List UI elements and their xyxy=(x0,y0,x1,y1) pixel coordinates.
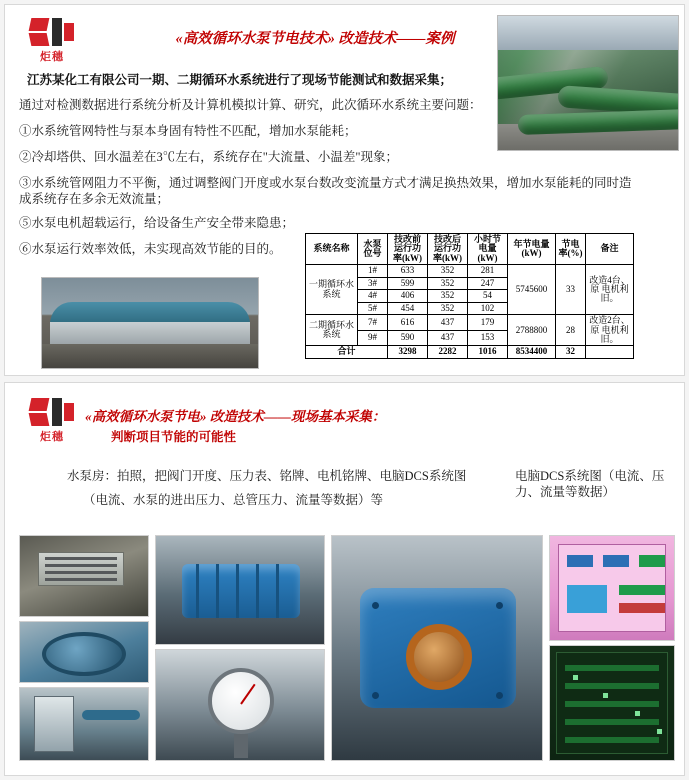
cell-before: 616 xyxy=(388,315,428,331)
cell-group-name: 一期循环水系统 xyxy=(306,265,358,315)
cell-before: 599 xyxy=(388,277,428,289)
energy-saving-table xyxy=(305,233,634,359)
cell-pump-no: 7# xyxy=(358,315,388,331)
cell-remark: 改造2台、原 电机利旧。 xyxy=(586,315,634,346)
cell-hourly: 102 xyxy=(468,302,508,314)
logo-mark-icon xyxy=(29,397,75,427)
cell-hourly: 153 xyxy=(468,330,508,346)
th-hourly-saving: 小时节电量(kW) xyxy=(468,234,508,265)
logo-mark-icon xyxy=(29,17,75,47)
company-logo-2 xyxy=(21,395,83,447)
cell-pump-no: 4# xyxy=(358,290,388,302)
cell-after: 437 xyxy=(428,315,468,331)
slide2-subtitle: 判断项目节能的可能性 xyxy=(111,430,237,444)
pressure-gauge-photo xyxy=(155,649,325,761)
cell-pump-no: 3# xyxy=(358,277,388,289)
company-logo xyxy=(21,15,83,67)
th-power-before: 技改前运行功率(kW) xyxy=(388,234,428,265)
dcs-screen-dark-photo xyxy=(549,645,675,761)
cell-total-hourly: 1016 xyxy=(468,346,508,358)
slide1-paragraph-5: ③水系统管网阻力不平衡，通过调整阀门开度或水泵台数改变流量方式才满足换热效果，增加水泵能耗的同时造成系统存在多余无效流量； xyxy=(19,176,632,206)
pump-room-photo xyxy=(19,687,149,761)
cell-annual: 2788800 xyxy=(508,315,556,346)
cell-total-remark xyxy=(586,346,634,358)
photo-gallery xyxy=(19,535,675,763)
slide1-title: «高效循环水泵节电技术» 改造技术——案例 xyxy=(175,31,455,47)
pump-flange-photo xyxy=(19,621,149,683)
slide2-paragraph-1: 水泵房：拍照，把阀门开度、压力表、铭牌、电机铭牌、电脑DCS系统图 xyxy=(67,469,467,483)
cell-group-name: 二期循环水系统 xyxy=(306,315,358,346)
cell-total-annual: 8534400 xyxy=(508,346,556,358)
slide2-right-note: 电脑DCS系统图（电流、压力、流量等数据） xyxy=(515,469,665,499)
nameplate-photo xyxy=(19,535,149,617)
slide2-paragraph-2: （电流、水泵的进出压力、总管压力、流量等数据）等 xyxy=(83,493,384,507)
cell-after: 352 xyxy=(428,265,468,277)
cell-before: 406 xyxy=(388,290,428,302)
th-system-name: 系统名称 xyxy=(306,234,358,265)
blue-valve-handwheel-photo xyxy=(331,535,543,761)
table-total-row xyxy=(306,346,634,358)
cell-after: 352 xyxy=(428,290,468,302)
table-row xyxy=(306,265,634,277)
cell-before: 633 xyxy=(388,265,428,277)
blue-motor-photo xyxy=(155,535,325,645)
cell-total-rate: 32 xyxy=(556,346,586,358)
slide-case-study xyxy=(4,4,685,376)
cell-after: 352 xyxy=(428,302,468,314)
cell-pump-no: 1# xyxy=(358,265,388,277)
cell-total-label: 合计 xyxy=(306,346,388,358)
slide1-paragraph-6: ⑤水泵电机超载运行，给设备生产安全带来隐患； xyxy=(19,216,295,230)
cell-pump-no: 5# xyxy=(358,302,388,314)
th-pump-no: 水泵位号 xyxy=(358,234,388,265)
slide1-paragraph-4: ②冷却塔供、回水温差在3℃左右，系统存在"大流量、小温差"现象； xyxy=(19,150,398,164)
th-saving-rate: 节电率(%) xyxy=(556,234,586,265)
cell-before: 454 xyxy=(388,302,428,314)
cell-hourly: 54 xyxy=(468,290,508,302)
cell-before: 590 xyxy=(388,330,428,346)
slide2-title: «高效循环水泵节电» 改造技术——现场基本采集： xyxy=(85,409,386,424)
logo-text: 炬穗 xyxy=(40,431,64,443)
th-remark: 备注 xyxy=(586,234,634,265)
slide1-paragraph-7: ⑥水泵运行效率效低，未实现高效节能的目的。 xyxy=(19,242,282,256)
logo-text: 炬穗 xyxy=(40,51,64,63)
cell-pump-no: 9# xyxy=(358,330,388,346)
cell-after: 437 xyxy=(428,330,468,346)
cell-remark: 改造4台、原 电机利旧。 xyxy=(586,265,634,315)
slide1-paragraph-2: 通过对检测数据进行系统分析及计算机模拟计算、研究，此次循环水系统主要问题： xyxy=(19,98,482,112)
table-row xyxy=(306,315,634,331)
cell-rate: 28 xyxy=(556,315,586,346)
cell-rate: 33 xyxy=(556,265,586,315)
th-power-after: 技改后运行功率(kW) xyxy=(428,234,468,265)
cell-hourly: 247 xyxy=(468,277,508,289)
cell-total-after: 2282 xyxy=(428,346,468,358)
dcs-screen-pink-photo xyxy=(549,535,675,641)
cell-annual: 5745600 xyxy=(508,265,556,315)
slide-field-collection xyxy=(4,382,685,776)
th-annual-saving: 年节电量(kW) xyxy=(508,234,556,265)
cell-after: 352 xyxy=(428,277,468,289)
cell-hourly: 281 xyxy=(468,265,508,277)
slide1-paragraph-3: ①水系统管网特性与泵本身固有特性不匹配，增加水泵能耗； xyxy=(19,124,357,138)
cooling-tower-plant-photo xyxy=(41,277,259,369)
slide1-paragraph-1: 江苏某化工有限公司一期、二期循环水系统进行了现场节能测试和数据采集； xyxy=(27,73,453,87)
cell-total-before: 3298 xyxy=(388,346,428,358)
table-header-row xyxy=(306,234,634,265)
green-pipes-photo xyxy=(497,15,679,151)
cell-hourly: 179 xyxy=(468,315,508,331)
